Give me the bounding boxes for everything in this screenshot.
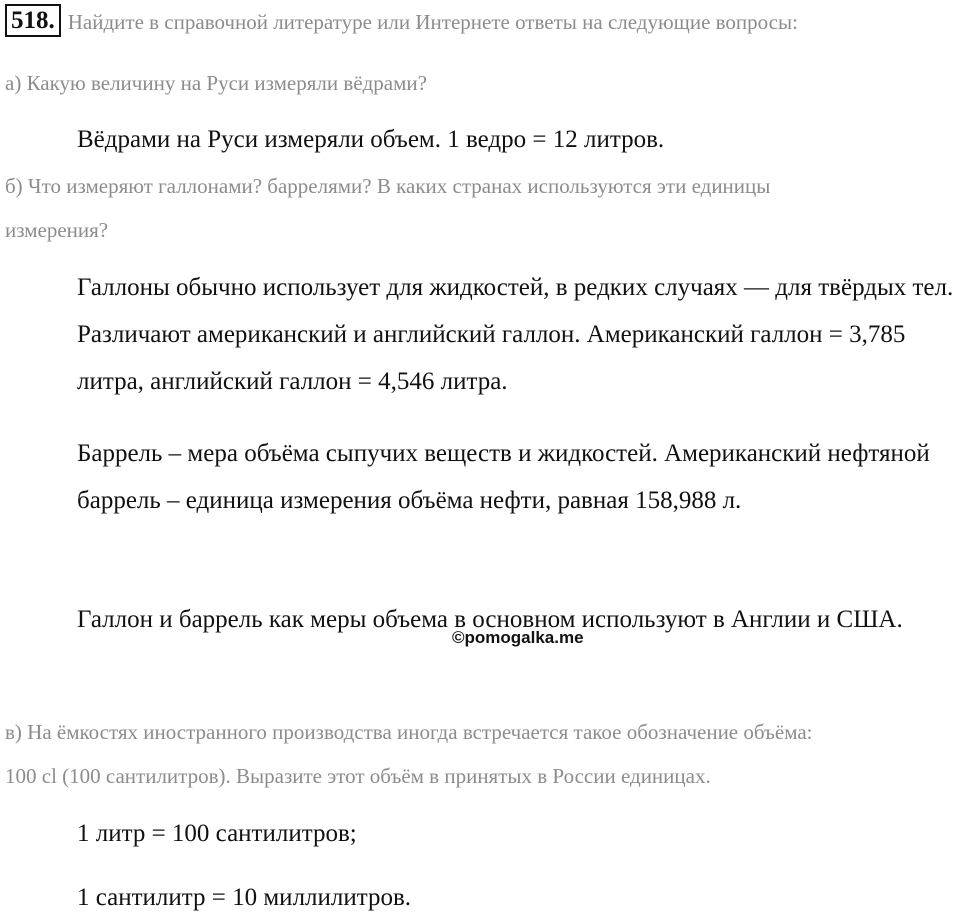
answer-b-countries: Галлон и баррель как меры объема в основном используют в Англии и США. xyxy=(77,606,903,633)
task-header xyxy=(5,1,798,43)
answer-c-centiliter: 1 сантилитр = 10 миллилитров. xyxy=(77,884,412,911)
question-c-line-1: в) На ёмкостях иностранного производства иногда встречается такое обозначение объёма: xyxy=(5,720,813,744)
answer-c-liter: 1 литр = 100 сантилитров; xyxy=(77,820,357,847)
answer-a: Вёдрами на Руси измеряли объем. 1 ведро = 12 литров. xyxy=(77,126,665,153)
answer-b-gallon: Галлоны обычно использует для жидкостей, в редких случаях — для твёрдых тел. Различают американский и английский галлон. Американский галлон = 3,785 литра, английский галлон = 4,546 литра. xyxy=(77,274,954,395)
question-b-line-2: измерения? xyxy=(5,218,109,242)
question-c-line-2: 100 cl (100 сантилитров). Выразите этот объём в принятых в России единицах. xyxy=(5,764,711,788)
question-a: а) Какую величину на Руси измеряли вёдрами? xyxy=(5,71,427,95)
task-intro: Найдите в справочной литературе или Интернете ответы на следующие вопросы: xyxy=(67,10,798,34)
watermark: ©pomogalka.me xyxy=(452,628,584,647)
task-number: 518. xyxy=(5,4,61,37)
answer-b-barrel: Баррель – мера объёма сыпучих веществ и жидкостей. Американский нефтяной баррель – единица измерения объёма нефти, равная 158,988 л. xyxy=(77,440,930,514)
question-b-line-1: б) Что измеряют галлонами? баррелями? В каких странах используются эти единицы xyxy=(5,174,771,198)
